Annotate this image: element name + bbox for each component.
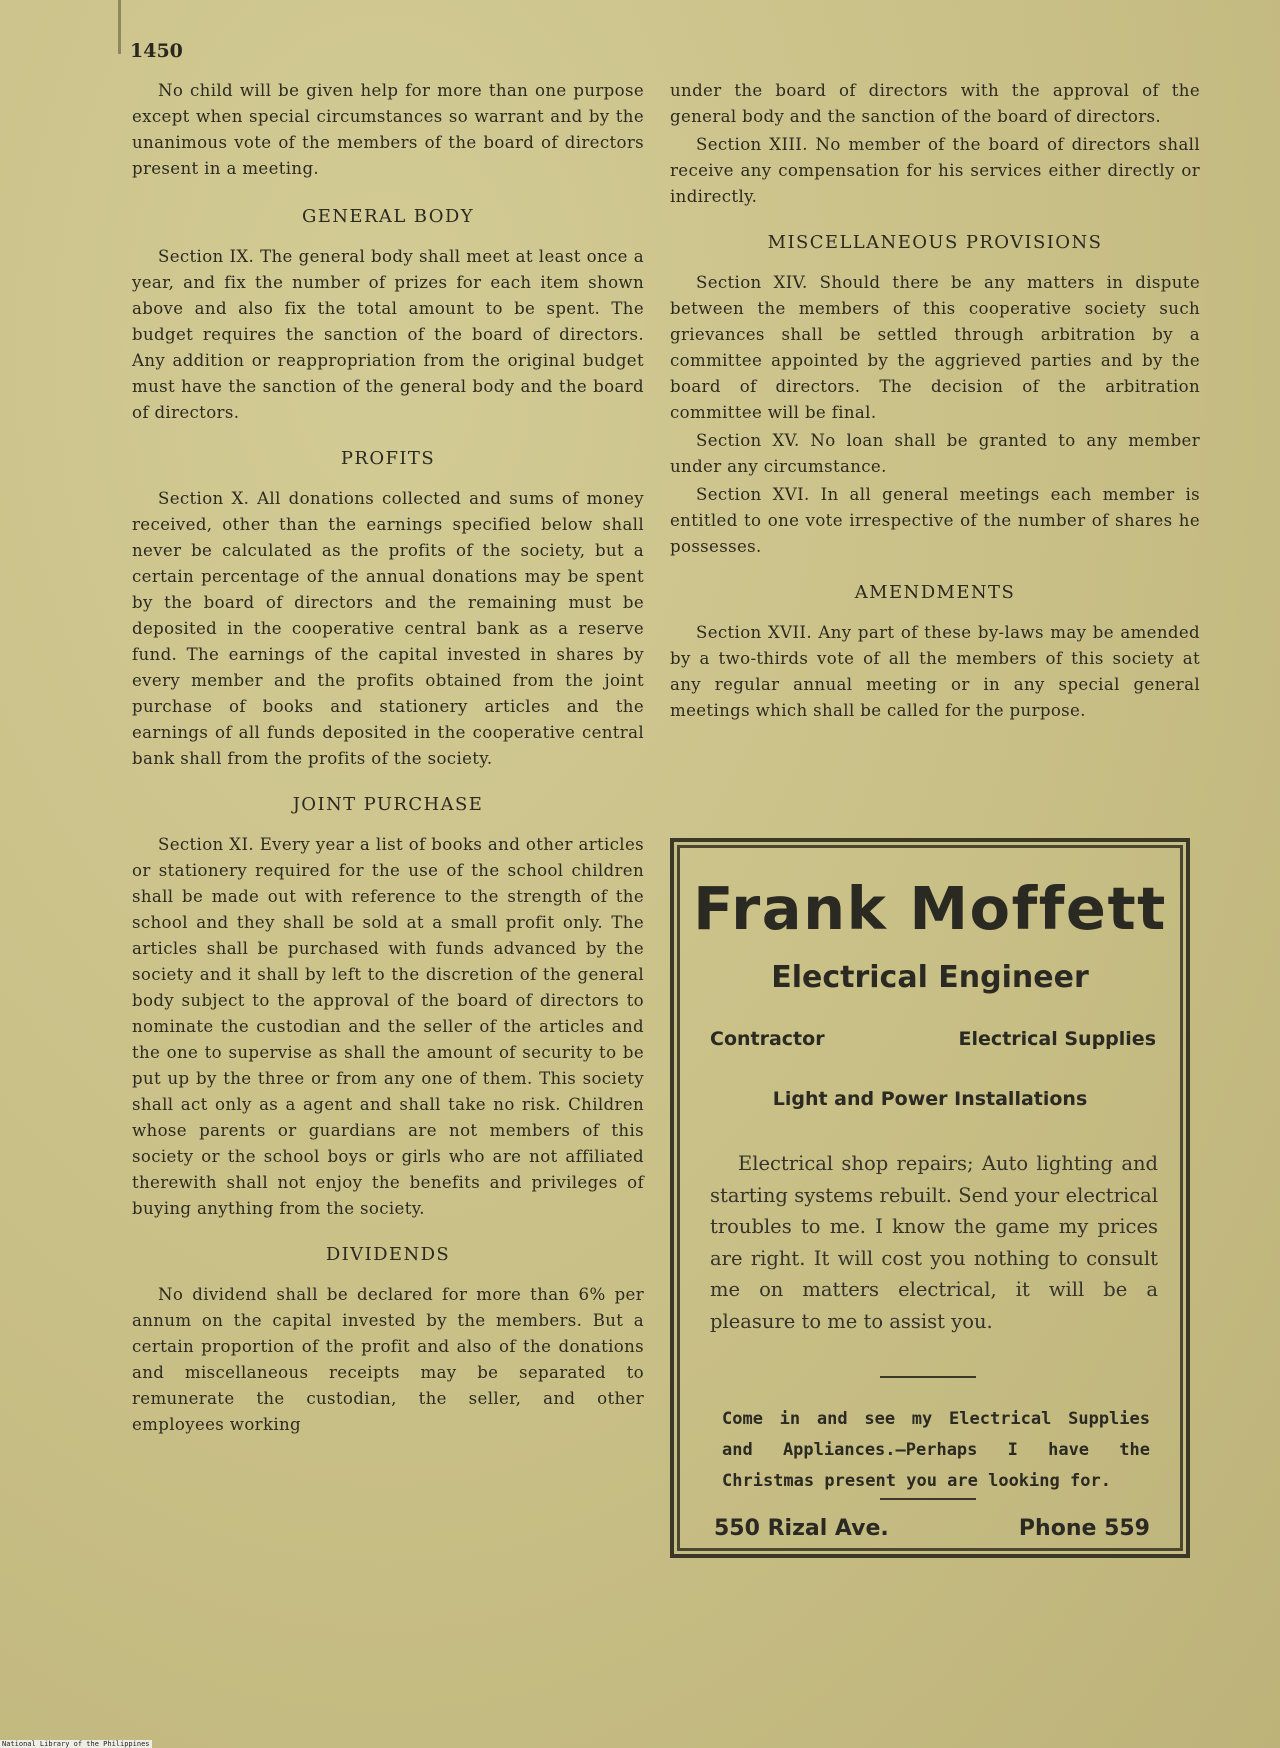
ad-title: Electrical Engineer — [771, 960, 1089, 995]
heading-amendments: AMENDMENTS — [854, 582, 1016, 603]
heading-miscellaneous: MISCELLANEOUS PROVISIONS — [767, 232, 1103, 253]
heading-joint-purchase: JOINT PURCHASE — [292, 794, 484, 815]
intro-paragraph: No child will be given help for more than one purpose except when special circumstances so warrant and by the unanimous vote of the members of the board of directors present in a meeting. — [132, 81, 644, 178]
ad-supplies: Electrical Supplies — [958, 1028, 1156, 1050]
ad-phone: Phone 559 — [1018, 1516, 1150, 1541]
ad-divider — [880, 1498, 976, 1500]
ad-installations: Light and Power Installations — [772, 1088, 1088, 1110]
page-crease — [118, 0, 121, 54]
advertisement-box — [670, 838, 1190, 1558]
section-xiv-paragraph: Section XIV. Should there be any matters in dispute between the members of this cooperative society such grievances shall be settled through arbitration by a committee appointed by the aggrieved parties and by the board of directors. The decision of the arbitration committee will be final. — [670, 273, 1200, 422]
section-xvii-paragraph: Section XVII. Any part of these by-laws may be amended by a two-thirds vote of all the members of this society at any regular annual meeting or in any special general meetings which shall be called for the purpose. — [670, 623, 1200, 720]
dividends-paragraph: No dividend shall be declared for more than 6% per annum on the capital invested by the members. But a certain proportion of the profit and also of the donations and miscellaneous receipts may be separated to remunerate the custodian, the seller, and other employees working — [132, 1285, 644, 1434]
heading-profits: PROFITS — [340, 448, 436, 469]
page-number: 1450 — [130, 40, 183, 62]
right-column — [670, 78, 1200, 724]
ad-address: 550 Rizal Ave. — [714, 1516, 889, 1541]
section-xv-paragraph: Section XV. No loan shall be granted to any member under any circumstance. — [670, 431, 1200, 476]
heading-dividends: DIVIDENDS — [325, 1244, 451, 1265]
ad-contractor: Contractor — [710, 1028, 825, 1050]
continuation-paragraph: under the board of directors with the approval of the general body and the sanction of the board of directors. — [670, 81, 1200, 126]
ad-body-text: Electrical shop repairs; Auto lighting and starting systems rebuilt. Send your electrical troubles to me. I know the game my prices are right. It will cost you nothing to consult me on matters electrical, it will be a pleasure to me to assist you. — [710, 1152, 1158, 1333]
section-xiii-paragraph: Section XIII. No member of the board of directors shall receive any compensation for his services either directly or indirectly. — [670, 135, 1200, 206]
library-credit: National Library of the Philippines — [2, 1740, 150, 1748]
section-ix-paragraph: Section IX. The general body shall meet at least once a year, and fix the number of prizes for each item shown above and also fix the total amount to be spent. The budget requires the sanction of the board of directors. Any addition or reappropriation from the original budget must have the sanction of the general body and the board of directors. — [132, 247, 644, 422]
ad-promo-text: Come in and see my Electrical Supplies and Appliances.—Perhaps I have the Christmas present you are looking for. — [722, 1409, 1150, 1491]
section-x-paragraph: Section X. All donations collected and sums of money received, other than the earnings specified below shall never be calculated as the profits of the society, but a certain percentage of the annual donations may be spent by the board of directors and the remaining must be deposited in the cooperative central bank as a reserve fund. The earnings of the capital invested in shares by every member and the profits obtained from the joint purchase of books and stationery articles and the earnings of all funds deposited in the cooperative central bank shall from the profits of the society. — [132, 489, 644, 768]
left-column — [132, 78, 644, 1438]
section-xvi-paragraph: Section XVI. In all general meetings each member is entitled to one vote irrespective of the number of shares he possesses. — [670, 485, 1200, 556]
heading-general-body: GENERAL BODY — [301, 206, 475, 227]
section-xi-paragraph: Section XI. Every year a list of books and other articles or stationery required for the use of the school children shall be made out with reference to the strength of the school and they shall be sold at a small profit only. The articles shall be purchased with funds advanced by the society and it shall by left to the discretion of the general body subject to the approval of the board of directors to nominate the custodian and the seller of the articles and the one to supervise as shall the amount of security to be put up by the three or from any one of them. This society shall act only as a agent and shall take no risk. Children whose parents or guardians are not members of this society or the school boys or girls who are not affiliated therewith shall not enjoy the benefits and privileges of buying anything from the society. — [132, 835, 644, 1218]
ad-name: Frank Moffett — [693, 874, 1167, 943]
ad-divider — [880, 1376, 976, 1378]
